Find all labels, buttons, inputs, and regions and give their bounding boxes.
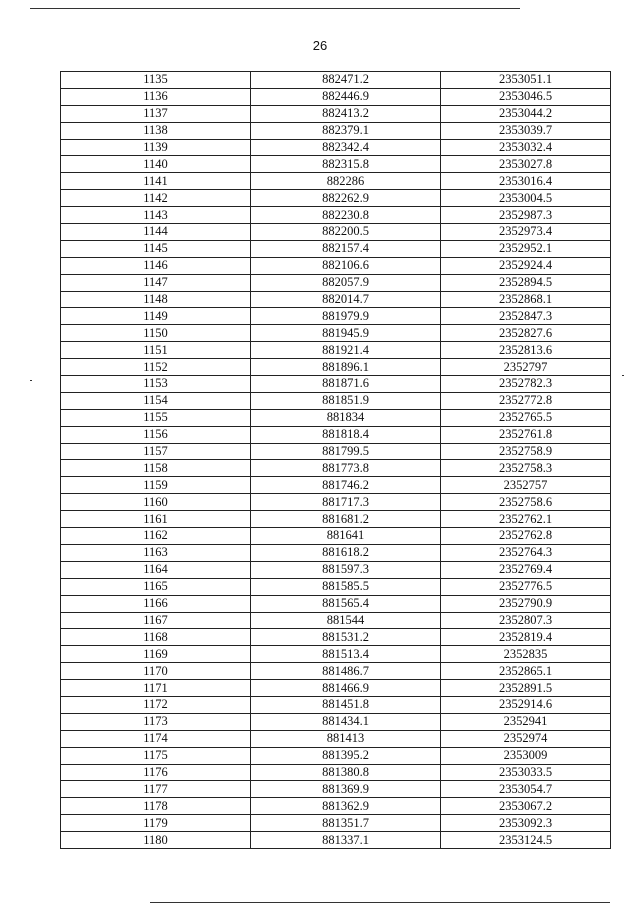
point-number-cell: 1150 — [61, 325, 251, 342]
point-number-cell: 1136 — [61, 88, 251, 105]
x-coordinate-cell: 882157.4 — [251, 240, 441, 257]
y-coordinate-cell: 2352758.3 — [441, 460, 611, 477]
table-row — [61, 798, 611, 815]
scan-edge-line — [30, 8, 520, 9]
point-number-cell: 1159 — [61, 477, 251, 494]
x-coordinate-cell: 881717.3 — [251, 494, 441, 511]
table-row — [61, 274, 611, 291]
table-row — [61, 139, 611, 156]
table-row — [61, 122, 611, 139]
y-coordinate-cell: 2353054.7 — [441, 781, 611, 798]
point-number-cell: 1153 — [61, 376, 251, 393]
point-number-cell: 1168 — [61, 629, 251, 646]
table-row — [61, 595, 611, 612]
x-coordinate-cell: 882342.4 — [251, 139, 441, 156]
point-number-cell: 1155 — [61, 409, 251, 426]
y-coordinate-cell: 2352757 — [441, 477, 611, 494]
y-coordinate-cell: 2352891.5 — [441, 680, 611, 697]
y-coordinate-cell: 2353092.3 — [441, 815, 611, 832]
x-coordinate-cell: 882230.8 — [251, 207, 441, 224]
x-coordinate-cell: 881618.2 — [251, 544, 441, 561]
table-row — [61, 224, 611, 241]
table-row — [61, 190, 611, 207]
table-row — [61, 578, 611, 595]
table-row — [61, 105, 611, 122]
x-coordinate-cell: 881434.1 — [251, 713, 441, 730]
x-coordinate-cell: 881799.5 — [251, 443, 441, 460]
x-coordinate-cell: 882471.2 — [251, 72, 441, 89]
table-row — [61, 713, 611, 730]
table-row — [61, 207, 611, 224]
point-number-cell: 1176 — [61, 764, 251, 781]
x-coordinate-cell: 881746.2 — [251, 477, 441, 494]
table-row — [61, 781, 611, 798]
point-number-cell: 1170 — [61, 663, 251, 680]
table-row — [61, 342, 611, 359]
table-row — [61, 696, 611, 713]
y-coordinate-cell: 2353051.1 — [441, 72, 611, 89]
table-row — [61, 409, 611, 426]
table-row — [61, 511, 611, 528]
y-coordinate-cell: 2352762.8 — [441, 528, 611, 545]
point-number-cell: 1162 — [61, 528, 251, 545]
y-coordinate-cell: 2352765.5 — [441, 409, 611, 426]
table-row — [61, 392, 611, 409]
point-number-cell: 1165 — [61, 578, 251, 595]
x-coordinate-cell: 881513.4 — [251, 646, 441, 663]
y-coordinate-cell: 2352797 — [441, 359, 611, 376]
y-coordinate-cell: 2352847.3 — [441, 308, 611, 325]
x-coordinate-cell: 882057.9 — [251, 274, 441, 291]
y-coordinate-cell: 2352973.4 — [441, 224, 611, 241]
table-row — [61, 646, 611, 663]
table-row — [61, 730, 611, 747]
y-coordinate-cell: 2353046.5 — [441, 88, 611, 105]
table-row — [61, 477, 611, 494]
point-number-cell: 1141 — [61, 173, 251, 190]
x-coordinate-cell: 882315.8 — [251, 156, 441, 173]
x-coordinate-cell: 881351.7 — [251, 815, 441, 832]
point-number-cell: 1151 — [61, 342, 251, 359]
table-row — [61, 72, 611, 89]
x-coordinate-cell: 882379.1 — [251, 122, 441, 139]
x-coordinate-cell: 881834 — [251, 409, 441, 426]
table-row — [61, 308, 611, 325]
y-coordinate-cell: 2352758.6 — [441, 494, 611, 511]
point-number-cell: 1139 — [61, 139, 251, 156]
point-number-cell: 1173 — [61, 713, 251, 730]
table-row — [61, 561, 611, 578]
point-number-cell: 1174 — [61, 730, 251, 747]
table-row — [61, 291, 611, 308]
y-coordinate-cell: 2352807.3 — [441, 612, 611, 629]
point-number-cell: 1158 — [61, 460, 251, 477]
point-number-cell: 1175 — [61, 747, 251, 764]
x-coordinate-cell: 882014.7 — [251, 291, 441, 308]
table-row — [61, 494, 611, 511]
y-coordinate-cell: 2352868.1 — [441, 291, 611, 308]
x-coordinate-cell: 881818.4 — [251, 426, 441, 443]
table-row — [61, 88, 611, 105]
y-coordinate-cell: 2353067.2 — [441, 798, 611, 815]
x-coordinate-cell: 881681.2 — [251, 511, 441, 528]
y-coordinate-cell: 2352987.3 — [441, 207, 611, 224]
x-coordinate-cell: 881945.9 — [251, 325, 441, 342]
x-coordinate-cell: 882262.9 — [251, 190, 441, 207]
table-row — [61, 156, 611, 173]
x-coordinate-cell: 881565.4 — [251, 595, 441, 612]
point-number-cell: 1156 — [61, 426, 251, 443]
y-coordinate-cell: 2352974 — [441, 730, 611, 747]
point-number-cell: 1169 — [61, 646, 251, 663]
point-number-cell: 1167 — [61, 612, 251, 629]
point-number-cell: 1157 — [61, 443, 251, 460]
table-row — [61, 680, 611, 697]
point-number-cell: 1144 — [61, 224, 251, 241]
y-coordinate-cell: 2352764.3 — [441, 544, 611, 561]
x-coordinate-cell: 881531.2 — [251, 629, 441, 646]
y-coordinate-cell: 2352813.6 — [441, 342, 611, 359]
x-coordinate-cell: 882286 — [251, 173, 441, 190]
x-coordinate-cell: 881871.6 — [251, 376, 441, 393]
x-coordinate-cell: 881544 — [251, 612, 441, 629]
y-coordinate-cell: 2353027.8 — [441, 156, 611, 173]
x-coordinate-cell: 881851.9 — [251, 392, 441, 409]
point-number-cell: 1179 — [61, 815, 251, 832]
y-coordinate-cell: 2352827.6 — [441, 325, 611, 342]
coordinates-table — [60, 71, 611, 849]
y-coordinate-cell: 2353009 — [441, 747, 611, 764]
y-coordinate-cell: 2352952.1 — [441, 240, 611, 257]
point-number-cell: 1172 — [61, 696, 251, 713]
x-coordinate-cell: 881486.7 — [251, 663, 441, 680]
x-coordinate-cell: 881413 — [251, 730, 441, 747]
point-number-cell: 1145 — [61, 240, 251, 257]
point-number-cell: 1152 — [61, 359, 251, 376]
table-row — [61, 612, 611, 629]
scan-speck — [622, 375, 624, 376]
point-number-cell: 1135 — [61, 72, 251, 89]
y-coordinate-cell: 2352769.4 — [441, 561, 611, 578]
y-coordinate-cell: 2353032.4 — [441, 139, 611, 156]
y-coordinate-cell: 2352865.1 — [441, 663, 611, 680]
x-coordinate-cell: 882106.6 — [251, 257, 441, 274]
x-coordinate-cell: 881896.1 — [251, 359, 441, 376]
point-number-cell: 1171 — [61, 680, 251, 697]
table-row — [61, 325, 611, 342]
y-coordinate-cell: 2353004.5 — [441, 190, 611, 207]
table-row — [61, 257, 611, 274]
point-number-cell: 1161 — [61, 511, 251, 528]
table-row — [61, 443, 611, 460]
point-number-cell: 1147 — [61, 274, 251, 291]
y-coordinate-cell: 2353016.4 — [441, 173, 611, 190]
x-coordinate-cell: 882446.9 — [251, 88, 441, 105]
point-number-cell: 1138 — [61, 122, 251, 139]
point-number-cell: 1143 — [61, 207, 251, 224]
x-coordinate-cell: 881362.9 — [251, 798, 441, 815]
x-coordinate-cell: 881395.2 — [251, 747, 441, 764]
y-coordinate-cell: 2353124.5 — [441, 832, 611, 849]
x-coordinate-cell: 882413.2 — [251, 105, 441, 122]
x-coordinate-cell: 881773.8 — [251, 460, 441, 477]
table-row — [61, 376, 611, 393]
scan-edge-line — [150, 902, 610, 903]
table-row — [61, 460, 611, 477]
point-number-cell: 1178 — [61, 798, 251, 815]
table-row — [61, 426, 611, 443]
y-coordinate-cell: 2352941 — [441, 713, 611, 730]
table-row — [61, 528, 611, 545]
y-coordinate-cell: 2352819.4 — [441, 629, 611, 646]
point-number-cell: 1137 — [61, 105, 251, 122]
y-coordinate-cell: 2353044.2 — [441, 105, 611, 122]
point-number-cell: 1154 — [61, 392, 251, 409]
point-number-cell: 1142 — [61, 190, 251, 207]
x-coordinate-cell: 881979.9 — [251, 308, 441, 325]
y-coordinate-cell: 2353033.5 — [441, 764, 611, 781]
x-coordinate-cell: 881369.9 — [251, 781, 441, 798]
x-coordinate-cell: 881380.8 — [251, 764, 441, 781]
point-number-cell: 1163 — [61, 544, 251, 561]
y-coordinate-cell: 2352776.5 — [441, 578, 611, 595]
y-coordinate-cell: 2353039.7 — [441, 122, 611, 139]
table-row — [61, 832, 611, 849]
y-coordinate-cell: 2352772.8 — [441, 392, 611, 409]
x-coordinate-cell: 882200.5 — [251, 224, 441, 241]
scan-speck — [30, 380, 32, 381]
point-number-cell: 1140 — [61, 156, 251, 173]
table-row — [61, 663, 611, 680]
table-row — [61, 240, 611, 257]
table-row — [61, 629, 611, 646]
point-number-cell: 1148 — [61, 291, 251, 308]
x-coordinate-cell: 881337.1 — [251, 832, 441, 849]
table-body — [61, 72, 611, 849]
table-row — [61, 764, 611, 781]
y-coordinate-cell: 2352894.5 — [441, 274, 611, 291]
table-row — [61, 544, 611, 561]
x-coordinate-cell: 881597.3 — [251, 561, 441, 578]
x-coordinate-cell: 881585.5 — [251, 578, 441, 595]
x-coordinate-cell: 881451.8 — [251, 696, 441, 713]
x-coordinate-cell: 881641 — [251, 528, 441, 545]
point-number-cell: 1166 — [61, 595, 251, 612]
page-number: 26 — [312, 38, 328, 53]
table-row — [61, 359, 611, 376]
table-row — [61, 173, 611, 190]
point-number-cell: 1160 — [61, 494, 251, 511]
point-number-cell: 1149 — [61, 308, 251, 325]
y-coordinate-cell: 2352761.8 — [441, 426, 611, 443]
point-number-cell: 1164 — [61, 561, 251, 578]
y-coordinate-cell: 2352835 — [441, 646, 611, 663]
point-number-cell: 1180 — [61, 832, 251, 849]
point-number-cell: 1177 — [61, 781, 251, 798]
y-coordinate-cell: 2352924.4 — [441, 257, 611, 274]
y-coordinate-cell: 2352914.6 — [441, 696, 611, 713]
y-coordinate-cell: 2352762.1 — [441, 511, 611, 528]
point-number-cell: 1146 — [61, 257, 251, 274]
table-row — [61, 747, 611, 764]
y-coordinate-cell: 2352790.9 — [441, 595, 611, 612]
x-coordinate-cell: 881466.9 — [251, 680, 441, 697]
x-coordinate-cell: 881921.4 — [251, 342, 441, 359]
table-row — [61, 815, 611, 832]
y-coordinate-cell: 2352782.3 — [441, 376, 611, 393]
y-coordinate-cell: 2352758.9 — [441, 443, 611, 460]
